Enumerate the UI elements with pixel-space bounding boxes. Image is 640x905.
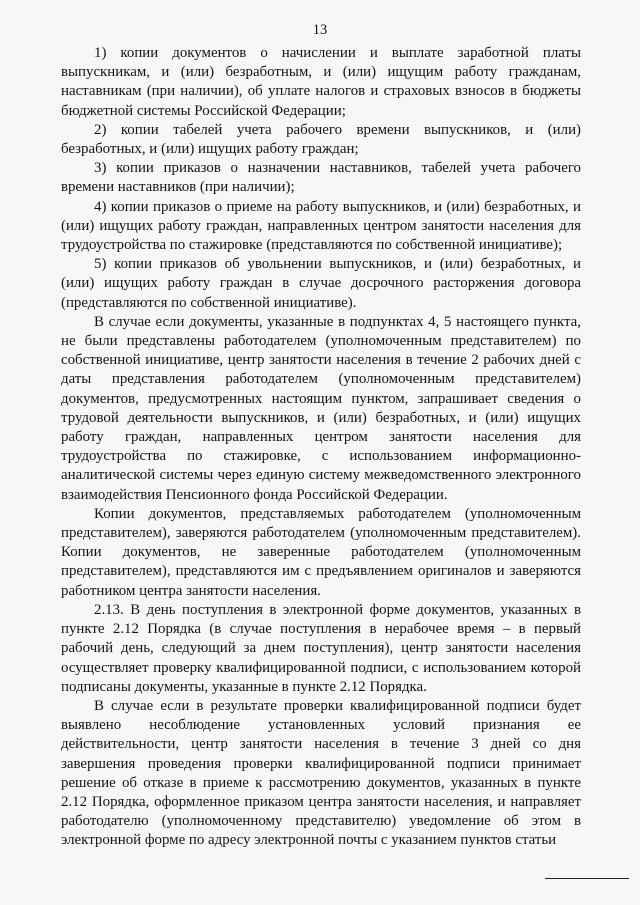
paragraph-documents-request: В случае если документы, указанные в подпунктах 4, 5 настоящего пункта, не были представлены работодателем (уполномоченным представителем) по собственной инициативе, центр занятости населения в течение 2 рабочих дней с даты представления работодателем (уполномоченным представителем) документов, предусмотренных настоящим пунктом, запрашивает сведения о трудовой деятельности выпускников, и (или) безработных, и (или) ищущих работу граждан, направленных центром занятости населения для трудоустройства по стажировке, с использованием информационно-аналитической системы через единую систему межведомственного электронного взаимодействия Пенсионного фонда Российской Федерации.: [61, 313, 581, 503]
page-number: 13: [312, 22, 328, 38]
paragraph-section-2-13: 2.13. В день поступления в электронной форме документов, указанных в пункте 2.12 Порядка (в случае поступления в нерабочее время – в первый рабочий день, следующий за днем поступления), центр занятости населения осуществляет проверку квалифицированной подписи, с использованием которой подписаны документы, указанные в пункте 2.12 Порядка.: [61, 601, 581, 695]
paragraph-signature-check: В случае если в результате проверки квалифицированной подписи будет выявлено несоблюдение установленных условий признания ее действительности, центр занятости населения в течение 3 дней со дня завершения проведения проверки квалифицированной подписи принимает решение об отказе в приеме к рассмотрению документов, указанных в пункте 2.12 Порядка, оформленное приказом центра занятости населения, и направляет работодателю (уполномоченному представителю) уведомление об этом в электронной форме по адресу электронной почты с указанием пунктов статьи: [61, 697, 581, 849]
paragraph-copies-certification: Копии документов, представляемых работодателем (уполномоченным представителем), заверяются работодателем (уполномоченным представителем). Копии документов, не заверенные работодателем (уполномоченным представителем), представляются им с предъявлением оригиналов и заверяются работником центра занятости населения.: [61, 505, 581, 599]
paragraph-item-1: 1) копии документов о начислении и выплате заработной платы выпускникам, и (или) безработным, и (или) ищущим работу гражданам, наставникам (при наличии), об уплате налогов и страховых взносов в бюджеты бюджетной системы Российской Федерации;: [61, 45, 581, 119]
paragraph-item-3: 3) копии приказов о назначении наставников, табелей учета рабочего времени наставников (при наличии);: [61, 160, 581, 196]
paragraph-item-5: 5) копии приказов об увольнении выпускников, и (или) безработных, и (или) ищущих работу граждан в случае досрочного расторжения договора (представляются по собственной инициативе).: [61, 256, 581, 311]
page-bottom-rule: [545, 878, 629, 879]
paragraph-item-2: 2) копии табелей учета рабочего времени выпускников, и (или) безработных, и (или) ищущих работу граждан;: [61, 121, 581, 158]
paragraph-item-4: 4) копии приказов о приеме на работу выпускников, и (или) безработных, и (или) ищущих работу граждан, направленных центром занятости населения для трудоустройства по стажировке (представляются по собственной инициативе);: [61, 198, 581, 254]
document-body: [61, 44, 581, 851]
